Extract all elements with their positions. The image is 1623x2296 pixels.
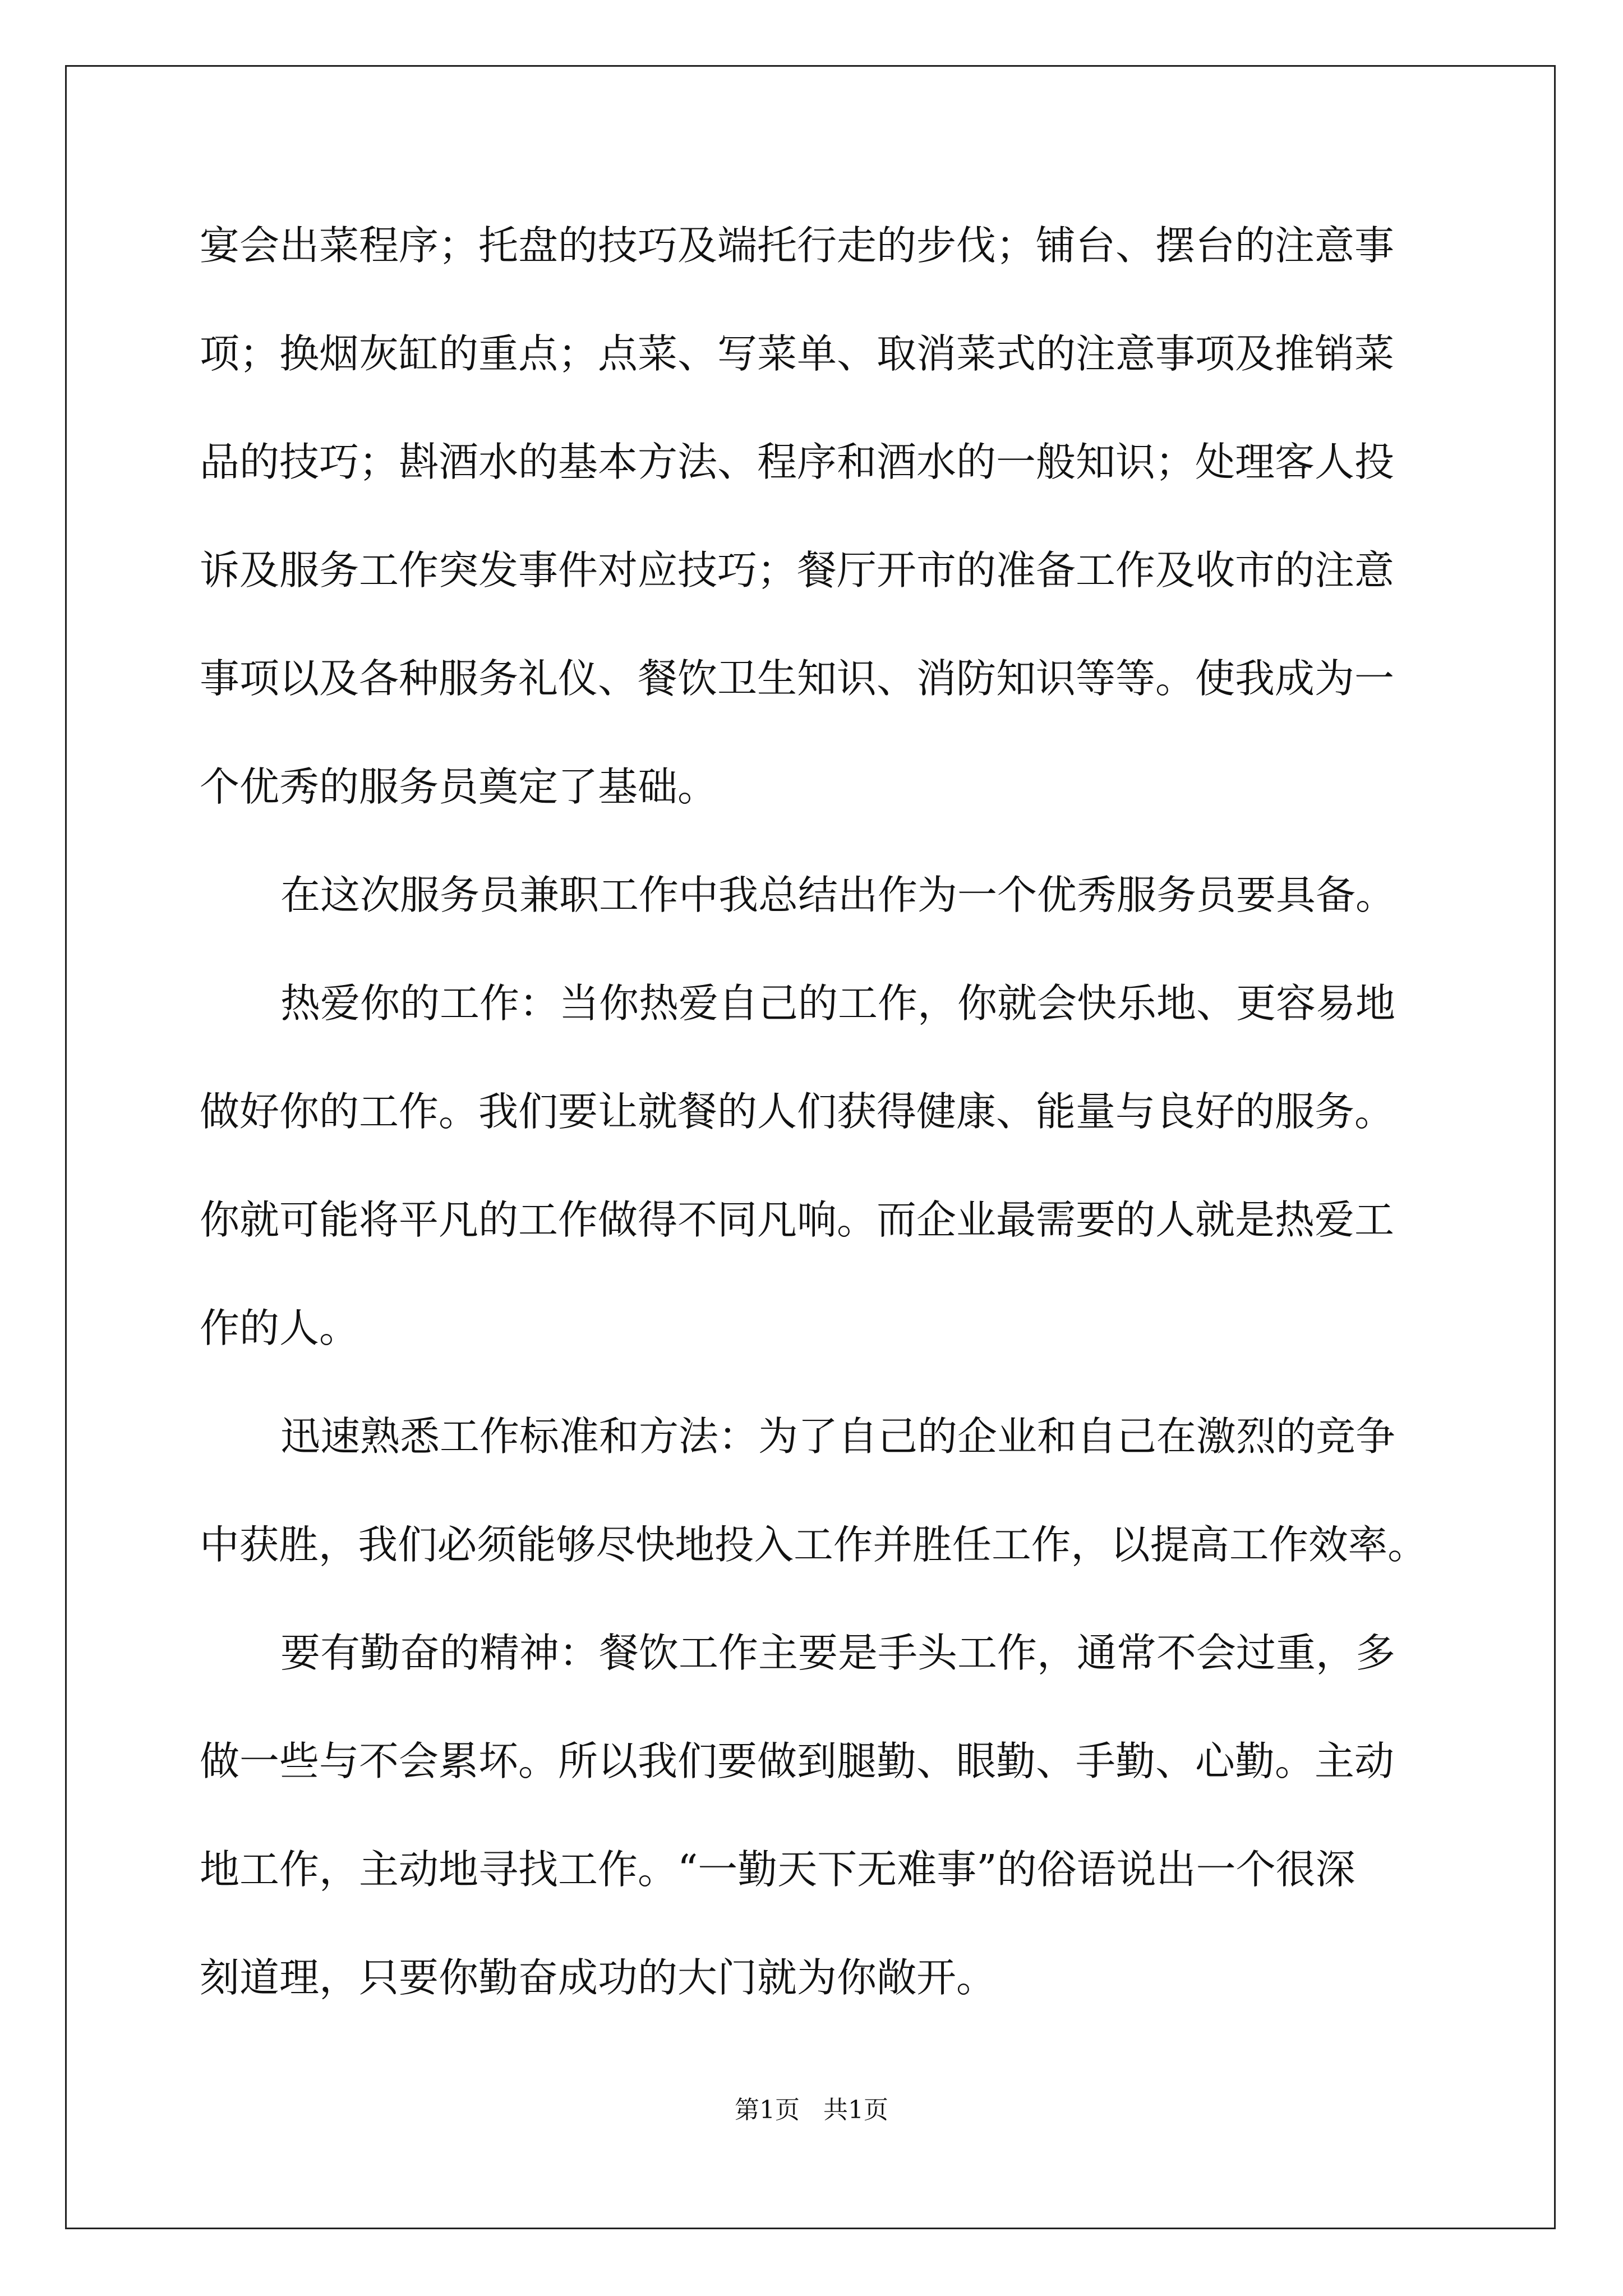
text-line: 个优秀的服务员奠定了基础。: [200, 763, 718, 810]
text-line: 事项以及各种服务礼仪、餐饮卫生知识、消防知识等等。使我成为一: [200, 655, 1395, 702]
page-border: [65, 65, 1556, 2229]
text-line: 要有勤奋的精神：餐饮工作主要是手头工作，通常不会过重，多: [280, 1630, 1396, 1676]
text-line: 品的技巧；斟酒水的基本方法、程序和酒水的一般知识；处理客人投: [200, 439, 1395, 485]
text-line: 中获胜，我们必须能够尽快地投入工作并胜任工作，以提高工作效率。: [200, 1521, 1427, 1568]
text-line: 迅速熟悉工作标准和方法：为了自己的企业和自己在激烈的竞争: [280, 1413, 1396, 1460]
text-line: 热爱你的工作：当你热爱自己的工作，你就会快乐地、更容易地: [280, 980, 1396, 1027]
text-line: 项；换烟灰缸的重点；点菜、写菜单、取消菜式的注意事项及推销菜: [200, 330, 1395, 377]
text-line: 诉及服务工作突发事件对应技巧；餐厅开市的准备工作及收市的注意: [200, 547, 1395, 593]
text-line: 做好你的工作。我们要让就餐的人们获得健康、能量与良好的服务。: [200, 1088, 1395, 1135]
text-line: 地工作，主动地寻找工作。“一勤天下无难事”的俗语说出一个很深: [200, 1846, 1355, 1893]
text-line: 做一些与不会累坏。所以我们要做到腿勤、眼勤、手勤、心勤。主动: [200, 1738, 1395, 1784]
text-line: 你就可能将平凡的工作做得不同凡响。而企业最需要的人就是热爱工: [200, 1197, 1395, 1243]
text-line: 在这次服务员兼职工作中我总结出作为一个优秀服务员要具备。: [280, 872, 1396, 918]
text-line: 作的人。: [200, 1305, 359, 1351]
page-number: 第1页 共1页: [735, 2096, 888, 2124]
text-line: 宴会出菜程序；托盘的技巧及端托行走的步伐；铺台、摆台的注意事: [200, 222, 1395, 269]
text-line: 刻道理，只要你勤奋成功的大门就为你敞开。: [200, 1954, 997, 2001]
